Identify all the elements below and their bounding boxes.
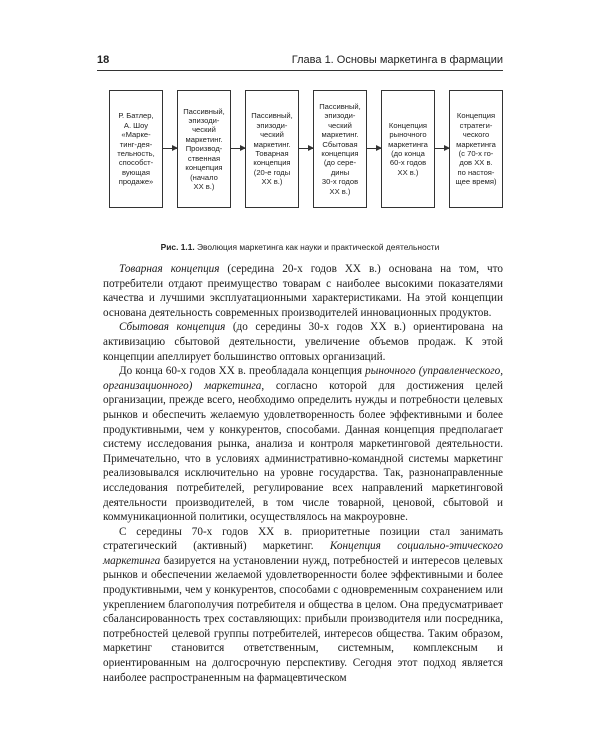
term-sales-concept: Сбытовая концепция xyxy=(119,321,226,334)
paragraph-lead: С середины 70-х годов XX в. приоритетные позиции стал занимать стратегический (активный) маркетинг. xyxy=(103,525,503,553)
paragraph-text: (до середины 30-х годов XX в.) ориентирована на активизацию сбытовой деятельности, увеличение объемов продаж. К этой концепции апеллирует большинство оптовых организаций. xyxy=(103,321,503,363)
paragraph-text: (середина 20-х годов XX в.) основана на том, что потребители отдают преимущество товарам с наиболее высокими показателями качества и лучшими эксплуатационными характеристиками. На этой концепции основана деятельность современных производителей инновационных продуктов. xyxy=(103,263,503,319)
diagram-box-sales-concept: Пассивный, эпизоди- ческий маркетинг. Сбытовая концепция (до сере- дины 30-х годов XX в.) xyxy=(313,90,367,208)
diagram-box-product-concept: Пассивный, эпизоди- ческий маркетинг. Товарная концепция (20-е годы XX в.) xyxy=(245,90,299,208)
paragraph-sales-concept xyxy=(103,320,503,364)
diagram-box-market-marketing: Концепция рыночного маркетинга (до конца 60-х годов XX в.) xyxy=(381,90,435,208)
arrow-right-icon xyxy=(435,148,449,149)
caption-text: Эволюция маркетинга как науки и практической деятельности xyxy=(197,242,440,252)
diagram-box-production-concept: Пассивный, эпизоди- ческий маркетинг. Производ- ственная концепция (начало XX в.) xyxy=(177,90,231,208)
figure-caption xyxy=(0,242,600,252)
paragraph-lead: До конца 60-х годов XX в. преобладала концепция xyxy=(119,365,366,378)
arrow-right-icon xyxy=(367,148,381,149)
paragraph-social-ethical xyxy=(103,525,503,686)
arrow-right-icon xyxy=(163,148,177,149)
paragraph-text: базируется на установлении нужд, потребностей и интересов целевых рынков и обеспечении желаемой удовлетворенности более эффективными и более продуктивными, чем у конкурентов, способами с одновременным сохранением или укреплением благополучия потребителя и общества в целом. Она предусматривает сбалансированность трех составляющих: прибыли производителя или посредника, потребностей целевой группы потребителей, интересов общества. Таким образом, маркетинг становится ответственным, системным, комплексным и ориентированным на долгосрочную перспективу. Сегодня этот подход является наиболее распространенным на фармацевтическом xyxy=(103,554,503,684)
caption-label: Рис. 1.1. xyxy=(160,242,195,252)
diagram-box-strategic-marketing: Концепция стратеги- ческого маркетинга (с 70-х го- дов XX в. по настоя- щее время) xyxy=(449,90,503,208)
page-number: 18 xyxy=(97,54,110,66)
arrow-right-icon xyxy=(231,148,245,149)
arrow-right-icon xyxy=(299,148,313,149)
term-market-marketing: рыночного (управленческого, организационного) маркетинга xyxy=(103,365,503,392)
term-social-ethical-marketing: Концепция социально-этического маркетинга xyxy=(103,540,503,567)
term-product-concept: Товарная концепция xyxy=(119,263,220,275)
body-text xyxy=(103,262,503,685)
paragraph-text: , согласно которой для достижения целей организации, прежде всего, необходимо определить нужды и потребности целевых рынков и обеспечить желаемую удовлетворенность более эффективными и более продуктивными, чем у конкурентов, способами. Данная концепция предполагает систему исследования рынка, анализа и контроля маркетинговой деятельности. Примечательно, что в условиях административно-командной системы маркетинг реализовывался исключительно на уровне государства. Так, разнонаправленные исследования потребителей, регулирование всех направлений маркетинговой деятельности производителей, в том числе товарной, ценовой, сбытовой и коммуникационной политики, осуществлялось на макроуровне. xyxy=(103,379,503,524)
marketing-evolution-diagram xyxy=(0,0,600,250)
diagram-box-butler-shaw: Р. Батлер, А. Шоу «Марке- тинг-дея- тельность, способст- вующая продаже» xyxy=(109,90,163,208)
paragraph-product-concept xyxy=(103,262,503,320)
chapter-title: Глава 1. Основы маркетинга в фармации xyxy=(291,54,503,66)
paragraph-market-marketing xyxy=(103,364,503,525)
